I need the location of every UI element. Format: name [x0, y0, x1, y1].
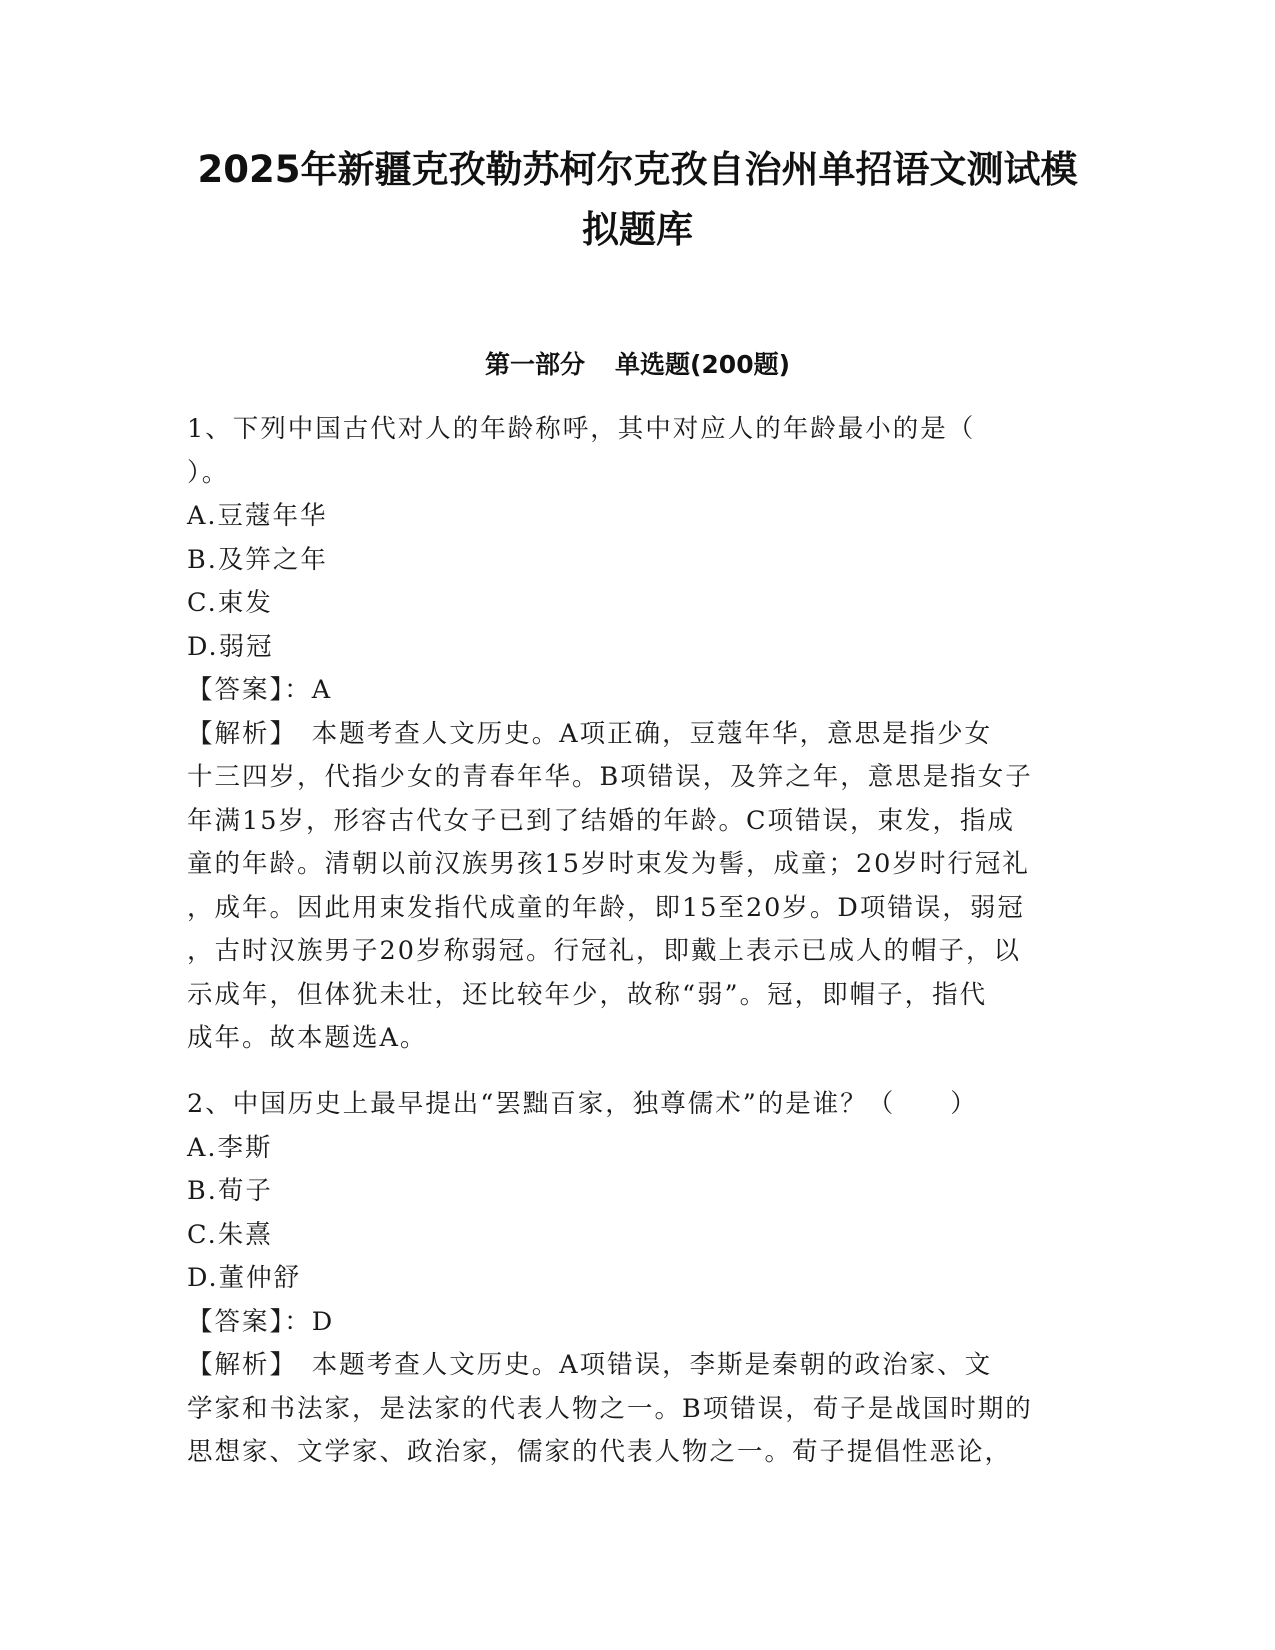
option-c: C.朱熹	[187, 1219, 273, 1250]
section-name: 单选题(200题)	[614, 350, 791, 379]
analysis-line: 思想家、文学家、政治家，儒家的代表人物之一。荀子提倡性恶论，	[187, 1437, 1013, 1467]
section-label: 第一部分	[484, 350, 585, 379]
option-a: A.豆蔻年华	[187, 501, 328, 531]
analysis-line: 成年。故本题选A。	[187, 1023, 428, 1053]
question-2	[187, 1083, 1087, 1475]
answer-line: 【答案】：D	[187, 1306, 335, 1337]
option-b: B.及笄之年	[187, 544, 328, 575]
analysis-line: 十三四岁，代指少女的青春年华。B项错误，及笄之年，意思是指女子	[187, 762, 1033, 792]
answer-line: 【答案】：A	[187, 675, 333, 705]
analysis-line: 【解析】 本题考查人文历史。A项错误，李斯是秦朝的政治家、文	[187, 1350, 993, 1380]
analysis-line: ，古时汉族男子20岁称弱冠。行冠礼，即戴上表示已成人的帽子，以	[187, 936, 1021, 966]
analysis-line: ，成年。因此用束发指代成童的年龄，即15至20岁。D项错误，弱冠	[187, 892, 1025, 923]
question-1	[187, 408, 1087, 1061]
analysis-line: 童的年龄。清朝以前汉族男孩15岁时束发为髻，成童；20岁时行冠礼	[187, 849, 1030, 879]
option-c: C.束发	[187, 588, 273, 618]
analysis-line: 【解析】 本题考查人文历史。A项正确，豆蔻年华，意思是指少女	[187, 718, 993, 749]
title-line-1: 2025年新疆克孜勒苏柯尔克孜自治州单招语文测试模	[197, 148, 1078, 191]
analysis-line: 年满15岁，形容古代女子已到了结婚的年龄。C项错误，束发，指成	[187, 805, 1015, 836]
option-d: D.董仲舒	[187, 1263, 302, 1293]
document-title	[150, 140, 1125, 260]
option-b: B.荀子	[187, 1176, 273, 1206]
question-stem-continued: ）。	[187, 457, 230, 488]
option-a: A.李斯	[187, 1132, 273, 1163]
question-stem: 2、中国历史上最早提出“罢黜百家，独尊儒术”的是谁？（ ）	[187, 1089, 978, 1119]
question-stem: 1、下列中国古代对人的年龄称呼，其中对应人的年龄最小的是（	[187, 414, 976, 444]
option-d: D.弱冠	[187, 631, 274, 662]
title-line-2: 拟题库	[582, 208, 693, 251]
section-heading	[150, 345, 1125, 385]
analysis-line: 学家和书法家，是法家的代表人物之一。B项错误，荀子是战国时期的	[187, 1393, 1033, 1424]
analysis-line: 示成年，但体犹未壮，还比较年少，故称“弱”。冠，即帽子，指代	[187, 979, 988, 1010]
